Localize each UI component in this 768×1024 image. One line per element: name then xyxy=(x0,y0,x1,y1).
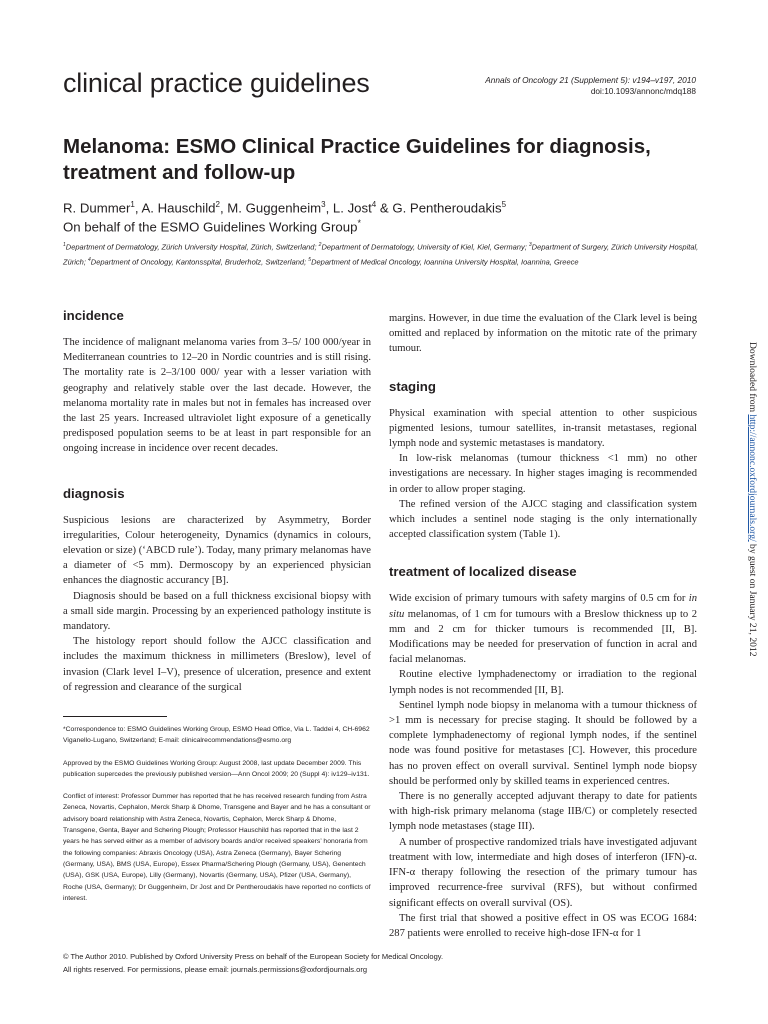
footnote-rule xyxy=(63,716,167,717)
incidence-paragraph: The incidence of malignant melanoma varies from 3–5/ 100 000/year in Mediterranean countries to 12–20 in Nordic countries and is still rising. The mortality rate is 2–3/100 000/ year with a lesser variation with geography and relatively stable over the last decade. However, the melanoma mortality rate in males but not in females has increased over the last 25 years. Increased ultraviolet light exposure of a genetically predisposed population seems to be at least in part responsible for an ongoing increase in incidence over recent decades. xyxy=(63,337,371,455)
copyright xyxy=(63,951,443,976)
treatment-paragraph-4: There is no generally accepted adjuvant therapy to date for patients with high-risk primary melanoma (stage IIB/C) or completely resected lymph node metastases (stage III). xyxy=(389,791,697,833)
author-affiliation-mark: 1 xyxy=(130,200,135,209)
heading-diagnosis: diagnosis xyxy=(63,485,125,501)
correspondence-note: *Correspondence to: ESMO Guidelines Working Group, ESMO Head Office, Via L. Taddei 4, CH-6962 Viganello-Lugano, Switzerland; E-mail: clinicalrecommendations@esmo.org xyxy=(63,726,370,745)
copyright-line-2: All rights reserved. For permissions, please email: journals.permissions@oxfordjournals.org xyxy=(63,964,367,974)
affiliation-text: Department of Oncology, Kantonsspital, Bruderholz, Switzerland; xyxy=(90,257,309,267)
affiliation-mark: 2 xyxy=(318,242,322,248)
journal-line: Annals of Oncology 21 (Supplement 5): v194–v197, 2010 xyxy=(485,75,696,85)
affiliation-text: Department of Dermatology, Zürich University Hospital, Zürich, Switzerland; xyxy=(65,242,319,252)
affiliation-mark: 4 xyxy=(88,257,91,263)
affiliation-text: Department of Surgery, Zürich University Hospital, Zürich; xyxy=(63,242,699,267)
author-list xyxy=(63,196,703,216)
right-column xyxy=(389,311,697,941)
doi[interactable]: doi:10.1093/annonc/mdq188 xyxy=(590,86,696,96)
author-name: M. Guggenheim xyxy=(227,200,322,216)
conflict-note: Conflict of interest: Professor Dummer has reported that he has received research funding from Astra Zeneca, Novartis, Cephalon, Merck Sharp & Dhome, Transgene and Bayer and he has a consultant or advisory board relationship with Astra Zeneca, Novartis, Cephalon, Merck Sharp & Dhome, Transgene, Genta, Bayer and Schering Plough; Professor Hauschild has reported that in the last 2 years he has served either as a member of advisory boards and/or received speakers’ honoraria from the following companies: Abraxis Oncology (USA), Astra Zeneca (Germany), Bayer Schering (Germany, USA), BMS (USA, Europe), Essex Pharma/Schering Plough (Germany, USA), Genentech (USA), GSK (USA, Europe), Lilly (Germany), Novartis (Germany, USA), Pfizer (USA, Germany), Roche (USA, Germany); Dr Guggenheim, Dr Jost and Dr Pentheroudakis have reported no conflicts of interest. xyxy=(63,793,371,902)
diagnosis-paragraph-1: Suspicious lesions are characterized by Asymmetry, Border irregularities, Colour heterogeneity, Dynamics (dynamics in colours, elevation or size) (‘ABCD rule’). Today, many primary melanomas have a diameter of <5 mm). Dermoscopy by an experienced physician enhances the diagnostic accurancy [B]. xyxy=(63,514,371,587)
treatment-paragraph-3: Sentinel lymph node biopsy in melanoma with a tumour thickness of >1 mm is necessary for precise staging. It should be followed by a complete lymphadenectomy of regional lymph nodes, if the sentinel node was found positive for metastases [C]. However, this procedure has no proven effect on overall survival. Sentinel lymph node biopsy should be performed only by skilled teams in experienced centres. xyxy=(389,699,697,787)
download-prefix: Downloaded from xyxy=(747,342,758,415)
affiliation-mark: 1 xyxy=(63,242,66,248)
affiliation-text: Department of Dermatology, University of Kiel, Kiel, Germany; xyxy=(321,242,529,252)
author-separator: , xyxy=(325,200,333,216)
staging-paragraph-2: In low-risk melanomas (tumour thickness <1 mm) no other investigations are necessary. In higher stages imaging is recommended in order to allow proper staging. xyxy=(389,453,697,495)
diagnosis-paragraph-3: The histology report should follow the AJCC classification and includes the maximum thickness in millimeters (Breslow), level of invasion (Clark level I–V), presence of ulceration, presence and extent of regression and clearance of the surgical xyxy=(63,636,371,693)
staging-paragraph-1: Physical examination with special attention to other suspicious pigmented lesions, tumour satellites, in-transit metastases, regional lymph node and systemic metastases is mandatory. xyxy=(389,407,697,450)
heading-treatment: treatment of localized disease xyxy=(389,564,577,580)
copyright-line-1: © The Author 2010. Published by Oxford University Press on behalf of the European Society for Medical Oncology. xyxy=(63,952,444,961)
affiliation-mark: 3 xyxy=(528,242,532,248)
journal-citation xyxy=(485,75,696,97)
approval-note: Approved by the ESMO Guidelines Working Group: August 2008, last update December 2009. This publication supercedes the previously published version—Ann Oncol 2009; 20 (Suppl 4): iv129–iv131. xyxy=(63,759,370,778)
footnotes xyxy=(63,724,371,915)
treatment-paragraph-2: Routine elective lymphadenectomy or irradiation to the regional lymph nodes is not recommended [II, B]. xyxy=(389,669,697,696)
correspondence-mark: * xyxy=(357,218,361,228)
treatment-paragraph-5: A number of prospective randomized trials have investigated adjuvant treatment with low, intermediate and high doses of interferon (IFN)-α. IFN-α therapy following the resection of the primary tumour has improved recurrence-free survival (RFS), but without confirmed significant effects on overall survival (OS). xyxy=(389,836,697,909)
author-affiliation-mark: 2 xyxy=(215,200,220,209)
author-name: A. Hauschild xyxy=(141,200,216,216)
affiliation-mark: 5 xyxy=(308,257,312,263)
diagnosis-paragraph-continued: margins. However, in due time the evaluation of the Clark level is being omitted and replaced by information on the mitotic rate of the primary tumour. xyxy=(389,313,697,355)
download-stamp-text xyxy=(746,342,758,657)
on-behalf-text: On behalf of the ESMO Guidelines Working Group xyxy=(63,219,358,235)
affiliation-text: Department of Medical Oncology, Ioannina University Hospital, Ioannina, Greece xyxy=(311,257,579,267)
author-affiliation-mark: 5 xyxy=(501,200,507,209)
on-behalf xyxy=(63,218,361,234)
author-affiliation-mark: 3 xyxy=(321,200,326,209)
author-separator: , xyxy=(219,200,228,216)
author-name: L. Jost xyxy=(332,200,372,216)
treatment-paragraph-1 xyxy=(389,591,697,667)
treatment-p1-start: Wide excision of primary tumours with safety margins of 0.5 cm for xyxy=(389,593,689,605)
diagnosis-paragraph-2: Diagnosis should be based on a full thickness excisional biopsy with a small side margin. Processing by an experienced pathology institute is mandatory. xyxy=(63,590,371,633)
download-link[interactable]: http://annonc.oxfordjournals.org/ xyxy=(747,414,758,542)
left-column xyxy=(63,308,371,695)
author-affiliation-mark: 4 xyxy=(371,200,377,209)
section-header: clinical practice guidelines xyxy=(63,68,370,98)
affiliations xyxy=(63,239,703,269)
author-separator: & xyxy=(376,200,393,216)
article-title: Melanoma: ESMO Clinical Practice Guidelines for diagnosis, treatment and follow-up xyxy=(63,135,651,184)
staging-paragraph-3: The refined version of the AJCC staging and classification system which includes a sentinel node staging is the only internationally accepted classification system (Table 1). xyxy=(389,498,697,541)
author-name: R. Dummer xyxy=(63,200,131,216)
author-separator: , xyxy=(134,200,142,216)
treatment-paragraph-6: The first trial that showed a positive effect in OS was ECOG 1684: 287 patients were enrolled to receive high-dose IFN-α for 1 xyxy=(389,912,697,939)
heading-incidence: incidence xyxy=(63,308,124,323)
treatment-p1-end: melanomas, of 1 cm for tumours with a Breslow thickness up to 2 mm and 2 cm for thicker tumours is recommended [II, B]. Modifications may be needed for preservation of function in acral and facial melanomas. xyxy=(389,608,697,666)
download-suffix: by guest on January 21, 2012 xyxy=(747,541,758,657)
heading-staging: staging xyxy=(389,378,436,394)
author-name: G. Pentheroudakis xyxy=(392,200,502,216)
download-stamp xyxy=(744,342,760,682)
treatment-p1-em: in situ xyxy=(389,593,697,620)
